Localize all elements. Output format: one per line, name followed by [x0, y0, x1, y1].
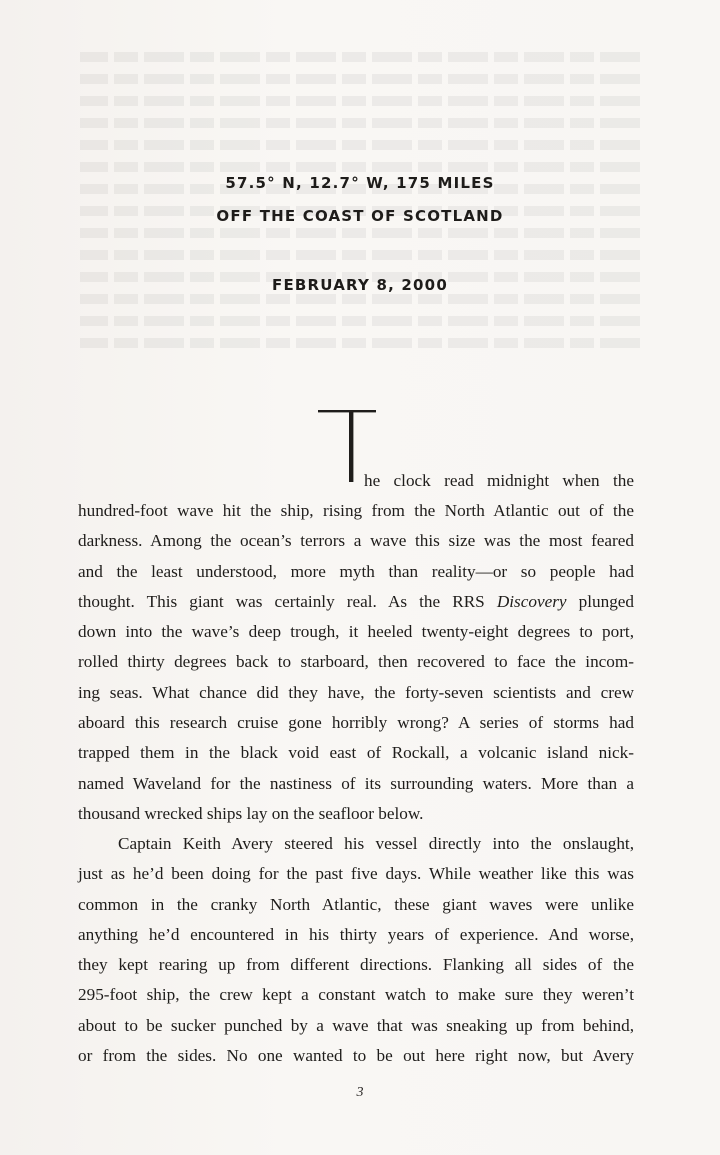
text-line: Captain Keith Avery steered his vessel directly into the onslaught, — [118, 834, 634, 853]
text-span: plunged — [578, 591, 635, 611]
heading-date: FEBRUARY 8, 2000 — [272, 276, 448, 294]
text-line: down into the wave’s deep trough, it heeled twenty-eight degrees to port, — [78, 622, 634, 642]
ship-name: Discovery — [496, 591, 567, 611]
text-span: thought. This giant was certainly real. As the RRS — [78, 591, 485, 611]
drop-cap-letter: T — [348, 450, 355, 461]
text-line: darkness. Among the ocean’s terrors a wave this size was the most feared — [78, 531, 634, 551]
paragraph-1 — [78, 496, 634, 829]
text-line: hundred-foot wave hit the ship, rising from the North Atlantic out of the — [78, 501, 634, 520]
text-line: about to be sucker punched by a wave that was sneaking up from behind, — [78, 1015, 634, 1035]
text-line-with-ship — [78, 587, 634, 617]
text-line: anything he’d encountered in his thirty years of experience. And worse, — [78, 924, 634, 944]
paragraph-2 — [78, 829, 634, 1071]
text-line: or from the sides. No one wanted to be out here right now, but Avery — [78, 1046, 634, 1066]
text-line: just as he’d been doing for the past five days. While weather like this was — [78, 864, 634, 884]
text-line: rolled thirty degrees back to starboard, then recovered to face the incom- — [78, 652, 634, 672]
first-line: he clock read midnight when the — [364, 471, 634, 490]
text-line: thousand wrecked ships lay on the seafloor below. — [78, 803, 424, 823]
text-line: they kept rearing up from different directions. Flanking all sides of the — [78, 955, 634, 975]
text-line: named Waveland for the nastiness of its surrounding waters. More than a — [78, 773, 634, 793]
text-line: 295-foot ship, the crew kept a constant watch to make sure they weren’t — [78, 985, 634, 1005]
text-line: and the least understood, more myth than reality—or so people had — [78, 561, 634, 581]
text-line: aboard this research cruise gone horribly wrong? A series of storms had — [78, 713, 634, 733]
heading-location: OFF THE COAST OF SCOTLAND — [216, 207, 504, 225]
text-line: ing seas. What chance did they have, the forty-seven scientists and crew — [78, 682, 634, 702]
text-line: common in the cranky North Atlantic, these giant waves were unlike — [78, 894, 634, 914]
text-line: trapped them in the black void east of Rockall, a volcanic island nick- — [78, 743, 634, 763]
heading-coordinates: 57.5° N, 12.7° W, 175 MILES — [225, 174, 495, 192]
page-number: 3 — [356, 1085, 364, 1100]
